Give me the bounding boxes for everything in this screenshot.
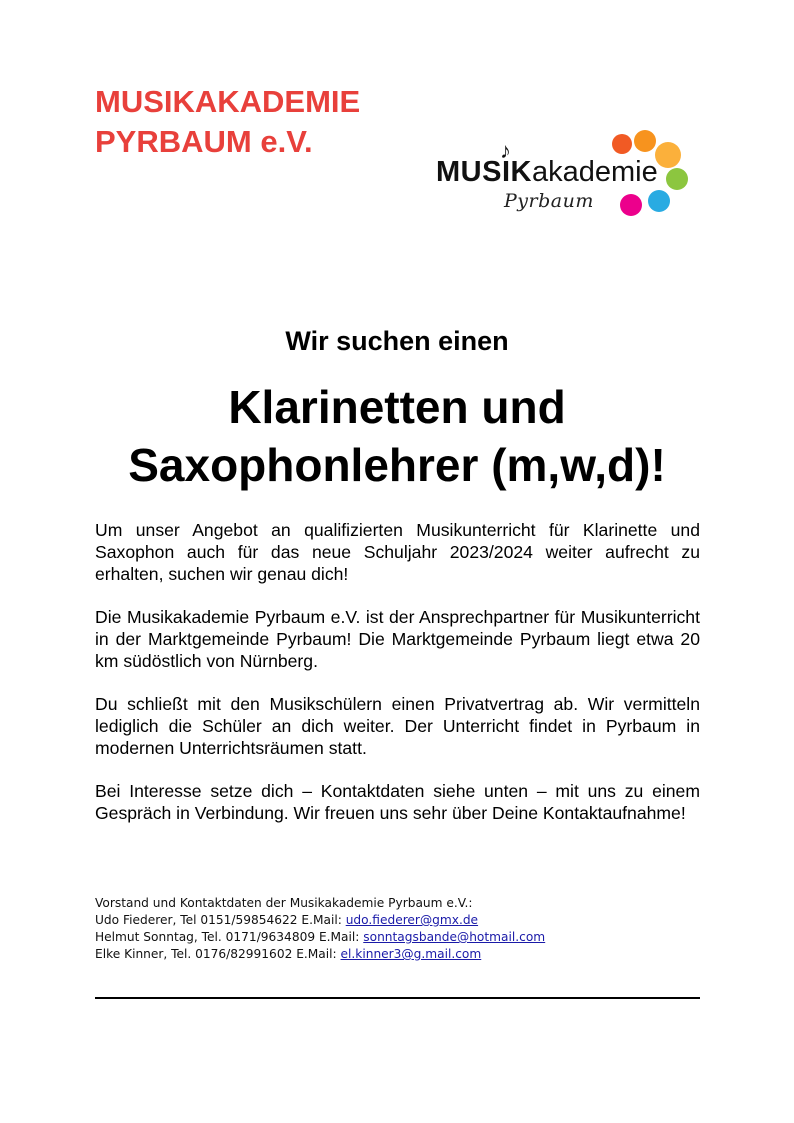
contact-row: [95, 946, 700, 963]
paragraph: Um unser Angebot an qualifizierten Musikunterricht für Klarinette und Saxophon auch für das neue Schuljahr 2023/2024 weiter aufrecht zu erhalten, suchen wir genau dich!: [95, 520, 700, 584]
contact-details: Udo Fiederer, Tel 0151/59854622 E.Mail:: [95, 913, 346, 927]
organization-line-1: MUSIKAKADEMIE: [95, 84, 361, 119]
logo-wordmark: MUSIKakademie: [436, 156, 658, 188]
drum-icon: [620, 194, 642, 216]
organization-name: [95, 82, 360, 162]
saxophone-icon: [666, 168, 688, 190]
logo-script: Pyrbaum: [504, 190, 594, 212]
job-title: [0, 378, 794, 494]
job-title-line-1: Klarinetten und: [228, 381, 566, 433]
trumpet-icon: [612, 134, 632, 154]
contact-row: [95, 929, 700, 946]
organization-line-2: PYRBAUM e.V.: [95, 124, 313, 159]
music-note-icon: ♪: [500, 138, 511, 163]
clarinet-icon: [648, 190, 670, 212]
body-text: [95, 519, 700, 845]
contact-details: Elke Kinner, Tel. 0176/82991602 E.Mail:: [95, 947, 341, 961]
contact-block: [95, 895, 700, 963]
intro-heading: Wir suchen einen: [285, 326, 509, 356]
email-link[interactable]: udo.fiederer@gmx.de: [345, 913, 479, 927]
email-link[interactable]: sonntagsbande@hotmail.com: [363, 930, 546, 944]
paragraph: Die Musikakademie Pyrbaum e.V. ist der Ansprechpartner für Musikunterricht in der Marktgemeinde Pyrbaum! Die Marktgemeinde Pyrbaum liegt etwa 20 km südöstlich von Nürnberg.: [95, 607, 700, 671]
paragraph: Du schließt mit den Musikschülern einen Privatvertrag ab. Wir vermitteln lediglich die Schüler an dich weiter. Der Unterricht findet in Pyrbaum in modernen Unterrichtsräumen statt.: [95, 694, 700, 758]
email-link[interactable]: el.kinner3@g.mail.com: [340, 947, 482, 961]
flute-icon: [655, 142, 681, 168]
job-title-line-2: Saxophonlehrer (m,w,d)!: [128, 439, 666, 491]
contact-details: Helmut Sonntag, Tel. 0171/9634809 E.Mail:: [95, 930, 364, 944]
contact-heading: Vorstand und Kontaktdaten der Musikakademie Pyrbaum e.V.:: [95, 896, 473, 910]
paragraph: Bei Interesse setze dich – Kontaktdaten siehe unten – mit uns zu einem Gespräch in Verbindung. Wir freuen uns sehr über Deine Kontaktaufnahme!: [95, 781, 700, 823]
musikakademie-logo: [430, 128, 695, 223]
trombone-icon: [634, 130, 656, 152]
contact-row: [95, 912, 700, 929]
footer-divider: [95, 997, 700, 999]
